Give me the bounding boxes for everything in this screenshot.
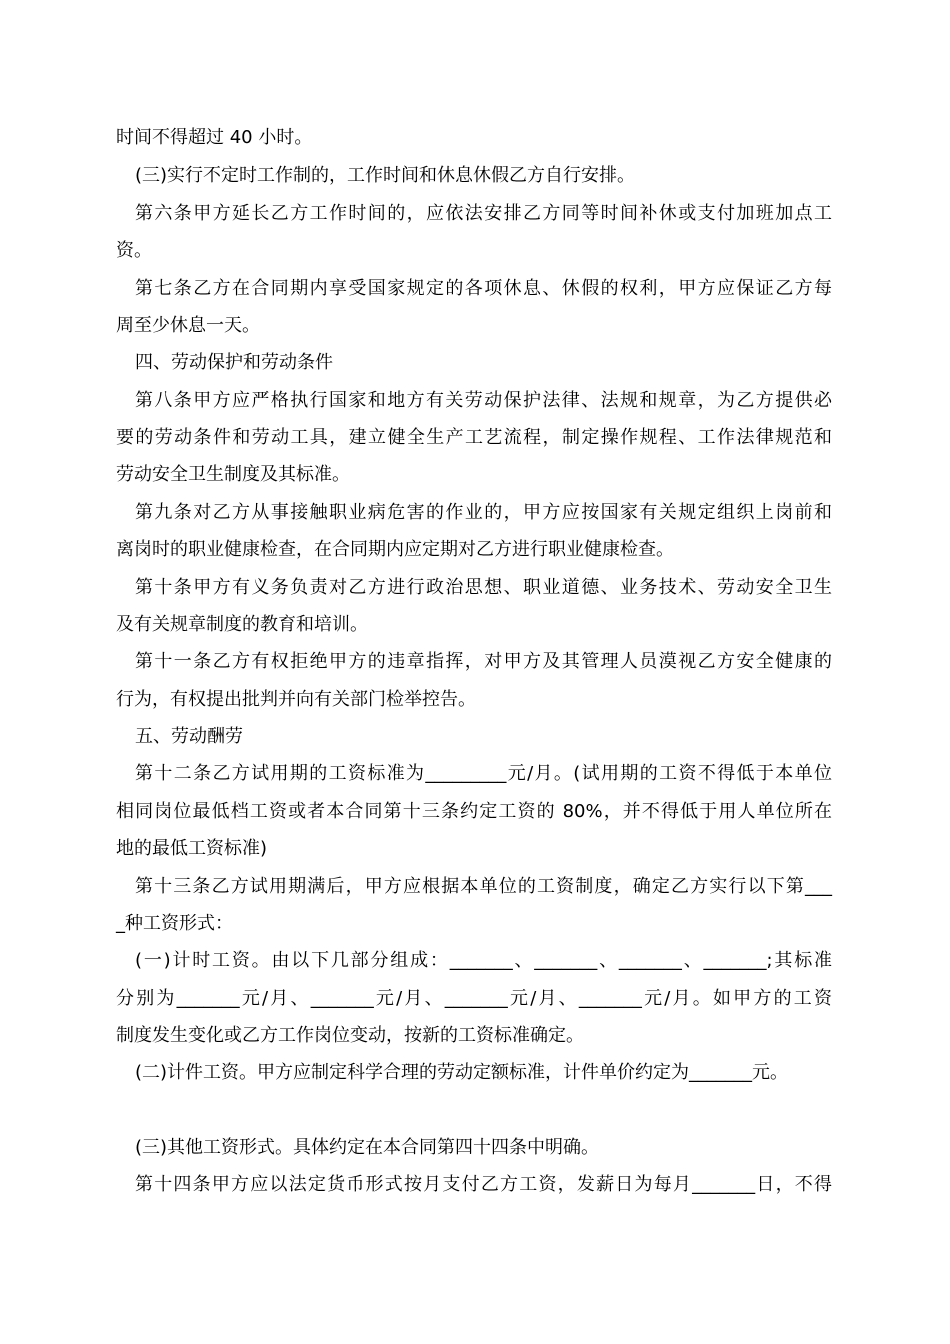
text-line: 第七条乙方在合同期内享受国家规定的各项休息、休假的权利，甲方应保证乙方每 bbox=[135, 278, 832, 299]
section-heading: 五、劳动酬劳 bbox=[135, 726, 243, 747]
text-line: 劳动安全卫生制度及其标准。 bbox=[116, 464, 350, 485]
text-line: 第十二条乙方试用期的工资标准为_________元/月。(试用期的工资不得低于本单位 bbox=[135, 763, 832, 784]
text-line: 制度发生变化或乙方工作岗位变动，按新的工资标准确定。 bbox=[116, 1025, 584, 1046]
text-line: (三)实行不定时工作制的，工作时间和休息休假乙方自行安排。 bbox=[135, 165, 636, 186]
text-line: 行为，有权提出批判并向有关部门检举控告。 bbox=[116, 689, 476, 710]
text-line: (三)其他工资形式。具体约定在本合同第四十四条中明确。 bbox=[135, 1137, 600, 1158]
text-line: (二)计件工资。甲方应制定科学合理的劳动定额标准，计件单价约定为_______元。 bbox=[135, 1062, 789, 1083]
text-line: 第十一条乙方有权拒绝甲方的违章指挥，对甲方及其管理人员漠视乙方安全健康的 bbox=[135, 651, 832, 672]
text-line: 第九条对乙方从事接触职业病危害的作业的，甲方应按国家有关规定组织上岗前和 bbox=[135, 502, 832, 523]
text-line: _种工资形式： bbox=[116, 913, 233, 934]
text-line: 时间不得超过 40 小时。 bbox=[116, 127, 313, 148]
text-line: 第八条甲方应严格执行国家和地方有关劳动保护法律、法规和规章，为乙方提供必 bbox=[135, 390, 832, 411]
section-heading: 四、劳动保护和劳动条件 bbox=[135, 352, 333, 373]
text-line: 要的劳动条件和劳动工具，建立健全生产工艺流程，制定操作规程、工作法律规范和 bbox=[116, 427, 832, 448]
text-line: 分别为_______元/月、_______元/月、_______元/月、_______元/月。如甲方的工资 bbox=[116, 988, 832, 1009]
text-line: 周至少休息一天。 bbox=[116, 315, 260, 336]
text-line: 第十条甲方有义务负责对乙方进行政治思想、职业道德、业务技术、劳动安全卫生 bbox=[135, 577, 832, 598]
text-line: 第十三条乙方试用期满后，甲方应根据本单位的工资制度，确定乙方实行以下第___ bbox=[135, 876, 832, 897]
text-line: (一)计时工资。由以下几部分组成：_______、_______、_______、_______;其标准 bbox=[135, 950, 832, 971]
text-line: 地的最低工资标准) bbox=[116, 838, 268, 859]
text-line: 离岗时的职业健康检查，在合同期内应定期对乙方进行职业健康检查。 bbox=[116, 539, 674, 560]
text-line: 资。 bbox=[116, 240, 152, 261]
text-line: 及有关规章制度的教育和培训。 bbox=[116, 614, 368, 635]
text-line: 第十四条甲方应以法定货币形式按月支付乙方工资，发薪日为每月_______日，不得 bbox=[135, 1174, 832, 1195]
text-line: 相同岗位最低档工资或者本合同第十三条约定工资的 80%，并不得低于用人单位所在 bbox=[116, 801, 832, 822]
text-line: 第六条甲方延长乙方工作时间的，应依法安排乙方同等时间补休或支付加班加点工 bbox=[135, 203, 832, 224]
